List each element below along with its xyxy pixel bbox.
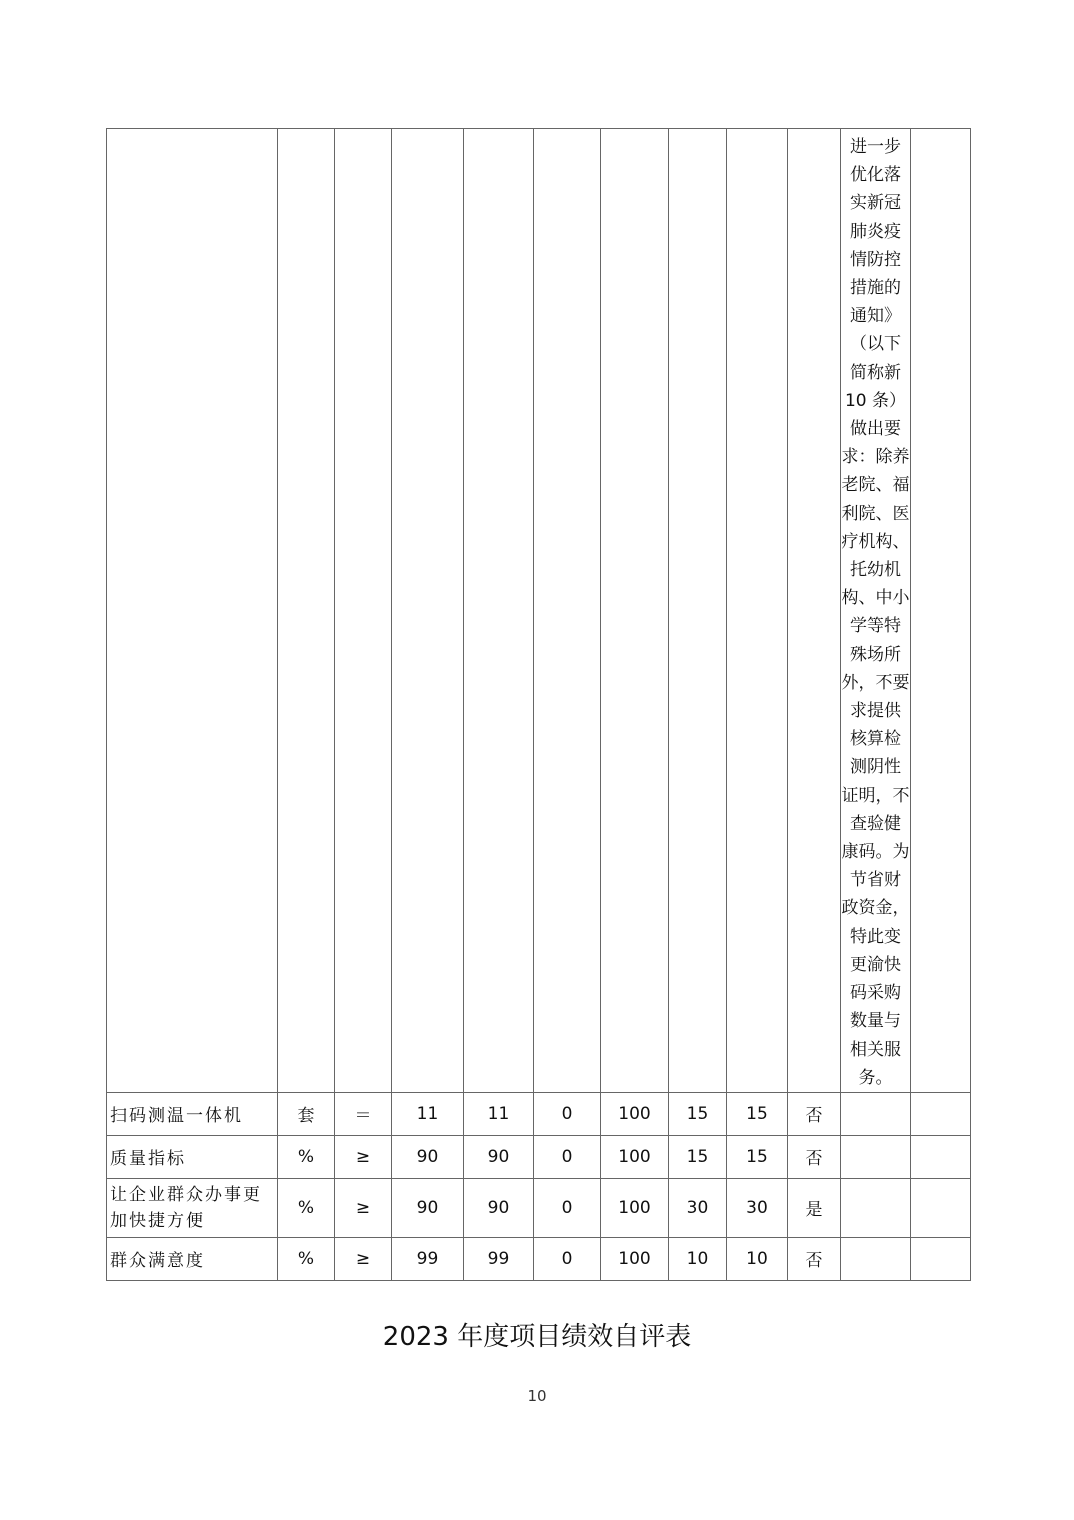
indicator-name: 扫码测温一体机 [107,1092,278,1135]
note-line: 康码。为 [841,842,910,863]
actual-cell: 11 [464,1092,534,1135]
operator-cell: ≥ [335,1237,392,1280]
note-line: 求：除养 [841,447,910,468]
cell-empty [911,129,971,1093]
unit-cell: % [278,1237,335,1280]
cell-empty [727,129,788,1093]
note-line: 优化落 [850,165,901,186]
operator-cell: ≥ [335,1135,392,1178]
table-row [107,1092,971,1135]
deviation-cell: 0 [534,1178,601,1237]
cell-empty [392,129,464,1093]
note-line: 学等特 [850,616,901,637]
actual-cell: 99 [464,1237,534,1280]
rate-cell: 100 [601,1092,669,1135]
weight-cell: 10 [669,1237,727,1280]
note-line: 情防控 [850,249,901,270]
operator-cell: ＝ [335,1092,392,1135]
weight-cell: 15 [669,1092,727,1135]
cell-empty [911,1178,971,1237]
target-cell: 90 [392,1178,464,1237]
note-line: 进一步 [850,137,901,157]
page-title: 2023 年度项目绩效自评表 [382,1322,692,1352]
note-line: 特此变 [850,926,901,947]
note-line: 10 条） [844,390,907,411]
unit-cell: % [278,1178,335,1237]
score-cell: 15 [727,1135,788,1178]
note-line: 实新冠 [850,193,901,214]
score-cell: 10 [727,1237,788,1280]
performance-table [106,128,971,1281]
cell-empty [841,1178,911,1237]
target-cell: 99 [392,1237,464,1280]
page-number: 10 [527,1387,547,1405]
cell-empty [335,129,392,1093]
cell-empty [911,1135,971,1178]
score-cell: 15 [727,1092,788,1135]
cell-empty [464,129,534,1093]
note-line: 核算检 [850,729,901,750]
note-line: 托幼机 [850,560,901,581]
cell-empty [841,1237,911,1280]
weight-cell: 15 [669,1135,727,1178]
cell-empty [911,1237,971,1280]
score-cell: 30 [727,1178,788,1237]
indicator-name: 质量指标 [107,1135,278,1178]
note-line: 殊场所 [850,644,901,665]
table-row [107,1178,971,1237]
flag-cell: 否 [788,1135,841,1178]
note-line: 构、中小 [841,588,910,609]
cell-empty [841,1092,911,1135]
deviation-reason-cell [841,129,911,1093]
cell-empty [534,129,601,1093]
deviation-cell: 0 [534,1135,601,1178]
note-line: 查验健 [850,813,901,834]
note-line: 相关服 [850,1039,901,1060]
cell-empty [841,1135,911,1178]
note-line: 措施的 [850,278,901,299]
target-cell: 90 [392,1135,464,1178]
weight-cell: 30 [669,1178,727,1237]
flag-cell: 是 [788,1178,841,1237]
cell-empty [107,129,278,1093]
note-line: 通知》 [850,306,901,327]
deviation-reason-text [841,133,910,1092]
rate-cell: 100 [601,1178,669,1237]
rate-cell: 100 [601,1237,669,1280]
note-line: 码采购 [850,983,901,1004]
note-line: 测阴性 [850,757,901,778]
deviation-cell: 0 [534,1092,601,1135]
note-line: 证明，不 [841,785,910,806]
note-line: 求提供 [850,701,901,722]
indicator-name: 群众满意度 [107,1237,278,1280]
cell-empty [911,1092,971,1135]
actual-cell: 90 [464,1135,534,1178]
unit-cell: 套 [278,1092,335,1135]
flag-cell: 否 [788,1092,841,1135]
table-row [107,1237,971,1280]
deviation-cell: 0 [534,1237,601,1280]
note-line: （以下 [850,334,901,355]
unit-cell: % [278,1135,335,1178]
note-line: 做出要 [850,419,901,440]
flag-cell: 否 [788,1237,841,1280]
note-line: 肺炎疫 [850,221,901,242]
note-line: 外，不要 [841,672,910,693]
target-cell: 11 [392,1092,464,1135]
cell-empty [669,129,727,1093]
indicator-name: 让企业群众办事更加快捷方便 [107,1178,278,1237]
cell-empty [601,129,669,1093]
note-line: 节省财 [850,870,901,891]
note-line: 务。 [858,1067,893,1088]
note-line: 利院、医 [841,503,910,524]
note-line: 政资金， [841,898,910,919]
note-line: 更渝快 [850,954,901,975]
table-row-continued [107,129,971,1093]
cell-empty [278,129,335,1093]
table-row [107,1135,971,1178]
note-line: 简称新 [850,362,901,383]
cell-empty [788,129,841,1093]
rate-cell: 100 [601,1135,669,1178]
operator-cell: ≥ [335,1178,392,1237]
note-line: 数量与 [850,1011,901,1032]
actual-cell: 90 [464,1178,534,1237]
note-line: 疗机构、 [841,531,910,552]
note-line: 老院、福 [841,475,910,496]
